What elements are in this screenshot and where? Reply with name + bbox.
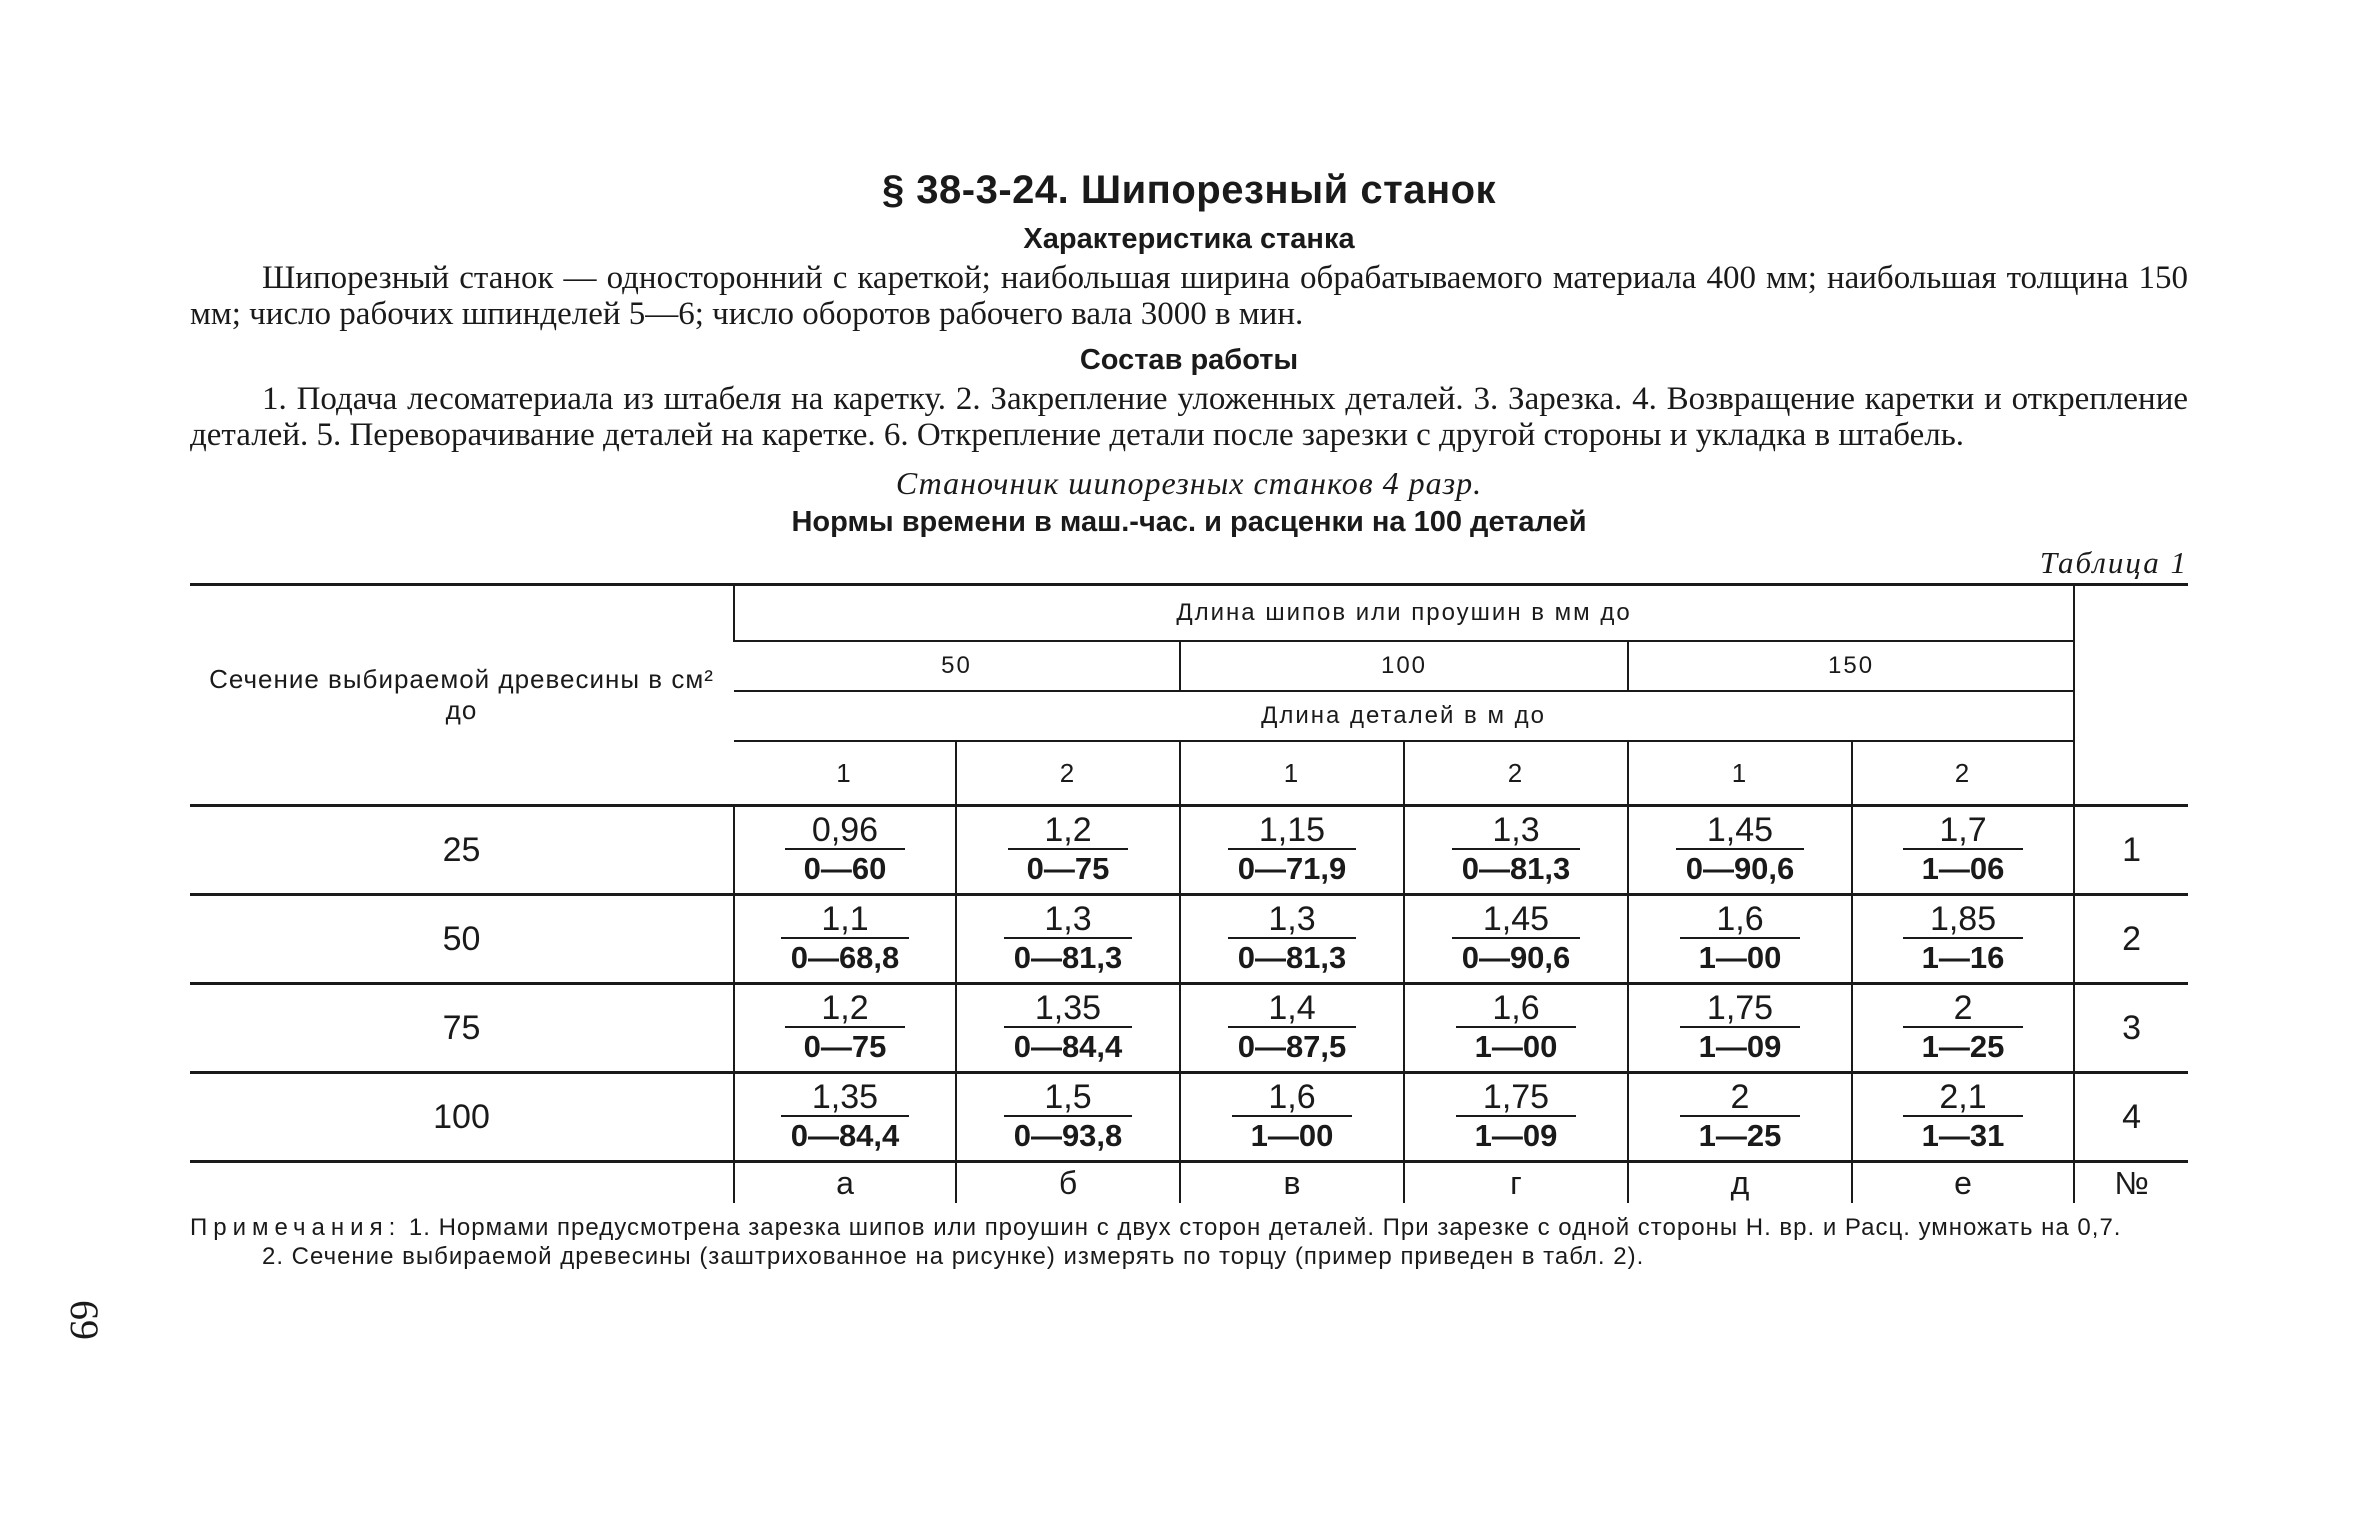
- norm-cell: [956, 984, 1180, 1073]
- spike-length-header: Длина шипов или проушин в мм до: [734, 585, 2074, 642]
- norm-cell: [1852, 806, 2074, 895]
- worker-grade: Станочник шипорезных станков 4 разр.: [895, 465, 1483, 501]
- rate-price: 0—81,3: [1461, 851, 1571, 886]
- norm-cell: [1180, 1073, 1404, 1162]
- table-row: [190, 806, 2188, 895]
- section-value: 25: [190, 806, 734, 895]
- rate-price: 1—09: [1474, 1118, 1558, 1153]
- section-title: § 38-3-24. Шипорезный станок: [881, 168, 1497, 212]
- detail-length-6: 2: [1852, 741, 2074, 806]
- column-letter: б: [956, 1162, 1180, 1204]
- norm-cell: [956, 895, 1180, 984]
- number-column-header: [2074, 585, 2188, 806]
- time-norm: 1,45: [1452, 901, 1581, 939]
- column-letter: а: [734, 1162, 956, 1204]
- work-composition-heading: Состав работы: [1079, 344, 1299, 376]
- time-norm: 1,45: [1676, 812, 1805, 850]
- time-norm: 1,85: [1903, 901, 2023, 939]
- column-letter: в: [1180, 1162, 1404, 1204]
- rate-price: 1—31: [1921, 1118, 2005, 1153]
- rate-price: 0—71,9: [1237, 851, 1347, 886]
- document-body: [190, 168, 2188, 1271]
- detail-length-1: 1: [836, 757, 853, 788]
- norm-cell: [1628, 806, 1852, 895]
- note-1: Примечания: 1. Нормами предусмотрена зарезка шипов или проушин с двух сторон деталей. При зарезке с одной стороны Н. вр. и Расц. умножать на 0,7.: [190, 1214, 2122, 1241]
- detail-length-5: 1: [1628, 741, 1852, 806]
- time-norm: 1,7: [1903, 812, 2023, 850]
- detail-length-header: Длина деталей в м до: [734, 691, 2074, 741]
- row-number: 2: [2074, 895, 2188, 984]
- rate-price: 1—00: [1698, 940, 1782, 975]
- norm-cell: [734, 984, 956, 1073]
- work-composition-text: 1. Подача лесоматериала из штабеля на каретку. 2. Закрепление уложенных деталей. 3. Зарезка. 4. Возвращение каретки и открепление деталей. 5. Переворачивание деталей на каретке. 6. Открепление детали после зарезки с другой стороны и укладка в штабель.: [190, 381, 2188, 453]
- table-row: [190, 984, 2188, 1073]
- norm-cell: [1852, 984, 2074, 1073]
- rate-price: 0—68,8: [790, 940, 900, 975]
- table-row: [190, 895, 2188, 984]
- time-norm: 1,2: [785, 990, 905, 1028]
- time-norm: 1,5: [1004, 1079, 1133, 1117]
- time-norm: 1,6: [1232, 1079, 1352, 1117]
- page-number: 69: [62, 1300, 107, 1340]
- norm-cell: [1628, 895, 1852, 984]
- time-norm: 1,3: [1452, 812, 1581, 850]
- notes: [190, 1213, 2188, 1271]
- rate-price: 0—84,4: [790, 1118, 900, 1153]
- norm-cell: [734, 806, 956, 895]
- spike-length-100: 100: [1180, 641, 1628, 691]
- norm-cell: [1852, 1073, 2074, 1162]
- norm-cell: [1404, 984, 1628, 1073]
- characteristics-text: Шипорезный станок — односторонний с кареткой; наибольшая ширина обрабатываемого материала 400 мм; наибольшая толщина 150 мм; число рабочих шпинделей 5—6; число оборотов рабочего вала 3000 в мин.: [190, 260, 2188, 332]
- characteristics-heading: Характеристика станка: [1023, 223, 1355, 255]
- row-number: 1: [2074, 806, 2188, 895]
- rate-price: 0—90,6: [1461, 940, 1571, 975]
- norm-cell: [1404, 895, 1628, 984]
- section-column-header: Сечение выбираемой древесины в см² до: [209, 664, 714, 725]
- detail-length-3: 1: [1180, 741, 1404, 806]
- time-norm: 0,96: [785, 812, 905, 850]
- detail-length-2: 2: [956, 741, 1180, 806]
- column-letter-row: [190, 1162, 2188, 1204]
- number-label: №: [2074, 1162, 2188, 1204]
- rate-price: 0—87,5: [1237, 1029, 1347, 1064]
- norm-cell: [1404, 806, 1628, 895]
- norm-cell: [956, 806, 1180, 895]
- rate-price: 0—84,4: [1013, 1029, 1123, 1064]
- row-number: 3: [2074, 984, 2188, 1073]
- norm-cell: [734, 1073, 956, 1162]
- rate-price: 0—90,6: [1685, 851, 1795, 886]
- norm-cell: [734, 895, 956, 984]
- rate-price: 1—16: [1921, 940, 2005, 975]
- rate-price: 1—09: [1698, 1029, 1782, 1064]
- detail-length-4: 2: [1404, 741, 1628, 806]
- norms-table: [190, 583, 2188, 1203]
- time-norm: 1,3: [1004, 901, 1133, 939]
- rate-price: 0—81,3: [1013, 940, 1123, 975]
- norms-title: Нормы времени в маш.-час. и расценки на 100 деталей: [791, 506, 1587, 538]
- norm-cell: [1180, 806, 1404, 895]
- section-value: 50: [190, 895, 734, 984]
- time-norm: 2: [1903, 990, 2023, 1028]
- column-letter: г: [1404, 1162, 1628, 1204]
- time-norm: 1,1: [781, 901, 910, 939]
- time-norm: 1,4: [1228, 990, 1357, 1028]
- section-value: 75: [190, 984, 734, 1073]
- table-label: Таблица 1: [2039, 545, 2188, 580]
- time-norm: 1,15: [1228, 812, 1357, 850]
- norm-cell: [1852, 895, 2074, 984]
- rate-price: 0—75: [1026, 851, 1110, 886]
- time-norm: 1,2: [1008, 812, 1128, 850]
- time-norm: 1,75: [1680, 990, 1800, 1028]
- time-norm: 1,35: [781, 1079, 910, 1117]
- rate-price: 1—00: [1250, 1118, 1334, 1153]
- time-norm: 1,35: [1004, 990, 1133, 1028]
- rate-price: 1—25: [1698, 1118, 1782, 1153]
- time-norm: 2: [1680, 1079, 1800, 1117]
- rate-price: 0—81,3: [1237, 940, 1347, 975]
- norm-cell: [1180, 984, 1404, 1073]
- table-row: [190, 1073, 2188, 1162]
- rate-price: 1—25: [1921, 1029, 2005, 1064]
- rate-price: 1—06: [1921, 851, 2005, 886]
- note-2: 2. Сечение выбираемой древесины (заштрихованное на рисунке) измерять по торцу (пример приведен в табл. 2).: [262, 1243, 1645, 1270]
- norm-cell: [1628, 1073, 1852, 1162]
- rate-price: 0—60: [803, 851, 887, 886]
- time-norm: 2,1: [1903, 1079, 2023, 1117]
- column-letter: е: [1852, 1162, 2074, 1204]
- section-value: 100: [190, 1073, 734, 1162]
- time-norm: 1,3: [1228, 901, 1357, 939]
- row-number: 4: [2074, 1073, 2188, 1162]
- time-norm: 1,6: [1680, 901, 1800, 939]
- norm-cell: [956, 1073, 1180, 1162]
- time-norm: 1,75: [1456, 1079, 1576, 1117]
- footer-blank: [190, 1162, 734, 1204]
- spike-length-150: 150: [1628, 641, 2074, 691]
- rate-price: 0—75: [803, 1029, 887, 1064]
- rate-price: 0—93,8: [1013, 1118, 1123, 1153]
- rate-price: 1—00: [1474, 1029, 1558, 1064]
- time-norm: 1,6: [1456, 990, 1576, 1028]
- column-letter: д: [1628, 1162, 1852, 1204]
- norm-cell: [1180, 895, 1404, 984]
- spike-length-50: 50: [734, 641, 1180, 691]
- norm-cell: [1628, 984, 1852, 1073]
- norm-cell: [1404, 1073, 1628, 1162]
